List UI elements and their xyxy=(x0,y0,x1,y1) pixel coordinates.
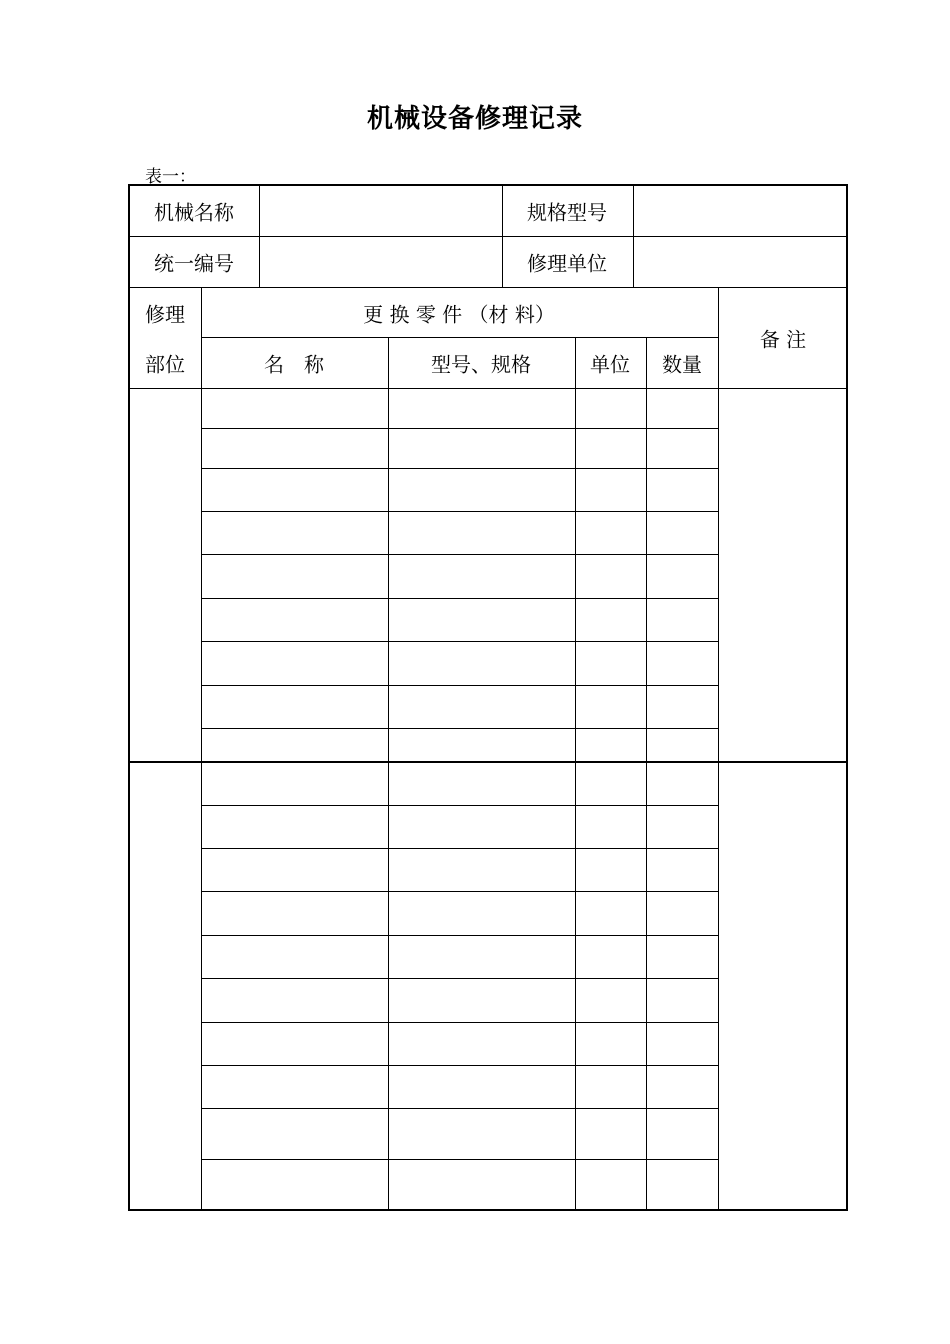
remarks-cell[interactable] xyxy=(719,389,847,761)
row-divider xyxy=(129,287,847,288)
name-column-header: 名 称 xyxy=(264,352,324,377)
quantity-cell[interactable] xyxy=(647,512,718,554)
machine-name-field[interactable] xyxy=(259,186,502,236)
table-label: 表一： xyxy=(145,167,196,187)
quantity-cell[interactable] xyxy=(647,389,718,428)
unit-cell[interactable] xyxy=(576,642,646,685)
unit-cell[interactable] xyxy=(576,686,646,728)
model-spec-cell[interactable] xyxy=(389,892,575,935)
column-divider xyxy=(502,186,503,287)
column-divider xyxy=(259,186,260,287)
quantity-cell[interactable] xyxy=(647,806,718,848)
quantity-cell[interactable] xyxy=(647,936,718,978)
quantity-cell[interactable] xyxy=(647,729,718,761)
name-cell[interactable] xyxy=(202,1109,388,1159)
quantity-column-header: 数量 xyxy=(662,352,702,377)
name-cell[interactable] xyxy=(202,555,388,598)
model-spec-cell[interactable] xyxy=(389,686,575,728)
quantity-cell[interactable] xyxy=(647,642,718,685)
unit-cell[interactable] xyxy=(576,1109,646,1159)
model-spec-cell[interactable] xyxy=(389,642,575,685)
unit-cell[interactable] xyxy=(576,389,646,428)
name-cell[interactable] xyxy=(202,642,388,685)
name-cell[interactable] xyxy=(202,979,388,1022)
repair-part-header-line2: 部位 xyxy=(145,352,185,377)
name-cell[interactable] xyxy=(202,599,388,641)
name-cell[interactable] xyxy=(202,429,388,468)
name-cell[interactable] xyxy=(202,892,388,935)
quantity-cell[interactable] xyxy=(647,1160,718,1210)
name-cell[interactable] xyxy=(202,936,388,978)
name-cell[interactable] xyxy=(202,763,388,805)
model-spec-cell[interactable] xyxy=(389,729,575,761)
unit-cell[interactable] xyxy=(576,729,646,761)
model-spec-cell[interactable] xyxy=(389,555,575,598)
unit-cell[interactable] xyxy=(576,469,646,511)
model-spec-column-header: 型号、规格 xyxy=(431,352,531,377)
model-spec-cell[interactable] xyxy=(389,1109,575,1159)
spec-model-label: 规格型号 xyxy=(527,200,607,225)
unit-cell[interactable] xyxy=(576,979,646,1022)
remarks-cell[interactable] xyxy=(719,763,847,1210)
unit-cell[interactable] xyxy=(576,512,646,554)
unit-cell[interactable] xyxy=(576,1160,646,1210)
name-cell[interactable] xyxy=(202,512,388,554)
model-spec-cell[interactable] xyxy=(389,1066,575,1108)
quantity-cell[interactable] xyxy=(647,1023,718,1065)
name-cell[interactable] xyxy=(202,1023,388,1065)
model-spec-cell[interactable] xyxy=(389,599,575,641)
name-cell[interactable] xyxy=(202,806,388,848)
quantity-cell[interactable] xyxy=(647,979,718,1022)
quantity-cell[interactable] xyxy=(647,469,718,511)
model-spec-cell[interactable] xyxy=(389,389,575,428)
machine-name-label: 机械名称 xyxy=(154,200,234,225)
unit-cell[interactable] xyxy=(576,555,646,598)
page-title: 机械设备修理记录 xyxy=(366,104,583,134)
unit-cell[interactable] xyxy=(576,429,646,468)
repair-part-cell[interactable] xyxy=(130,763,201,1210)
unified-number-field[interactable] xyxy=(259,237,502,287)
name-cell[interactable] xyxy=(202,1160,388,1210)
name-cell[interactable] xyxy=(202,729,388,761)
row-divider xyxy=(201,337,718,338)
unit-cell[interactable] xyxy=(576,763,646,805)
quantity-cell[interactable] xyxy=(647,686,718,728)
replace-parts-group-header: 更 换 零 件 （材 料） xyxy=(363,302,555,327)
model-spec-cell[interactable] xyxy=(389,1023,575,1065)
model-spec-cell[interactable] xyxy=(389,849,575,891)
model-spec-cell[interactable] xyxy=(389,806,575,848)
quantity-cell[interactable] xyxy=(647,892,718,935)
name-cell[interactable] xyxy=(202,686,388,728)
repair-unit-field[interactable] xyxy=(633,237,846,287)
name-cell[interactable] xyxy=(202,1066,388,1108)
name-cell[interactable] xyxy=(202,389,388,428)
model-spec-cell[interactable] xyxy=(389,763,575,805)
row-divider xyxy=(129,236,847,237)
model-spec-cell[interactable] xyxy=(389,1160,575,1210)
unit-cell[interactable] xyxy=(576,849,646,891)
unit-cell[interactable] xyxy=(576,599,646,641)
model-spec-cell[interactable] xyxy=(389,469,575,511)
quantity-cell[interactable] xyxy=(647,599,718,641)
model-spec-cell[interactable] xyxy=(389,429,575,468)
unit-cell[interactable] xyxy=(576,806,646,848)
spec-model-field[interactable] xyxy=(633,186,846,236)
name-cell[interactable] xyxy=(202,469,388,511)
model-spec-cell[interactable] xyxy=(389,512,575,554)
unit-cell[interactable] xyxy=(576,936,646,978)
remarks-column-header: 备 注 xyxy=(759,327,807,352)
quantity-cell[interactable] xyxy=(647,763,718,805)
repair-unit-label: 修理单位 xyxy=(527,251,607,276)
repair-part-header-line1: 修理 xyxy=(145,302,185,327)
repair-part-cell[interactable] xyxy=(130,389,201,761)
unit-cell[interactable] xyxy=(576,892,646,935)
quantity-cell[interactable] xyxy=(647,1066,718,1108)
unit-cell[interactable] xyxy=(576,1023,646,1065)
model-spec-cell[interactable] xyxy=(389,979,575,1022)
column-divider xyxy=(633,186,634,287)
unified-number-label: 统一编号 xyxy=(154,251,234,276)
quantity-cell[interactable] xyxy=(647,849,718,891)
unit-column-header: 单位 xyxy=(590,352,630,377)
quantity-cell[interactable] xyxy=(647,1109,718,1159)
quantity-cell[interactable] xyxy=(647,555,718,598)
model-spec-cell[interactable] xyxy=(389,936,575,978)
quantity-cell[interactable] xyxy=(647,429,718,468)
name-cell[interactable] xyxy=(202,849,388,891)
unit-cell[interactable] xyxy=(576,1066,646,1108)
